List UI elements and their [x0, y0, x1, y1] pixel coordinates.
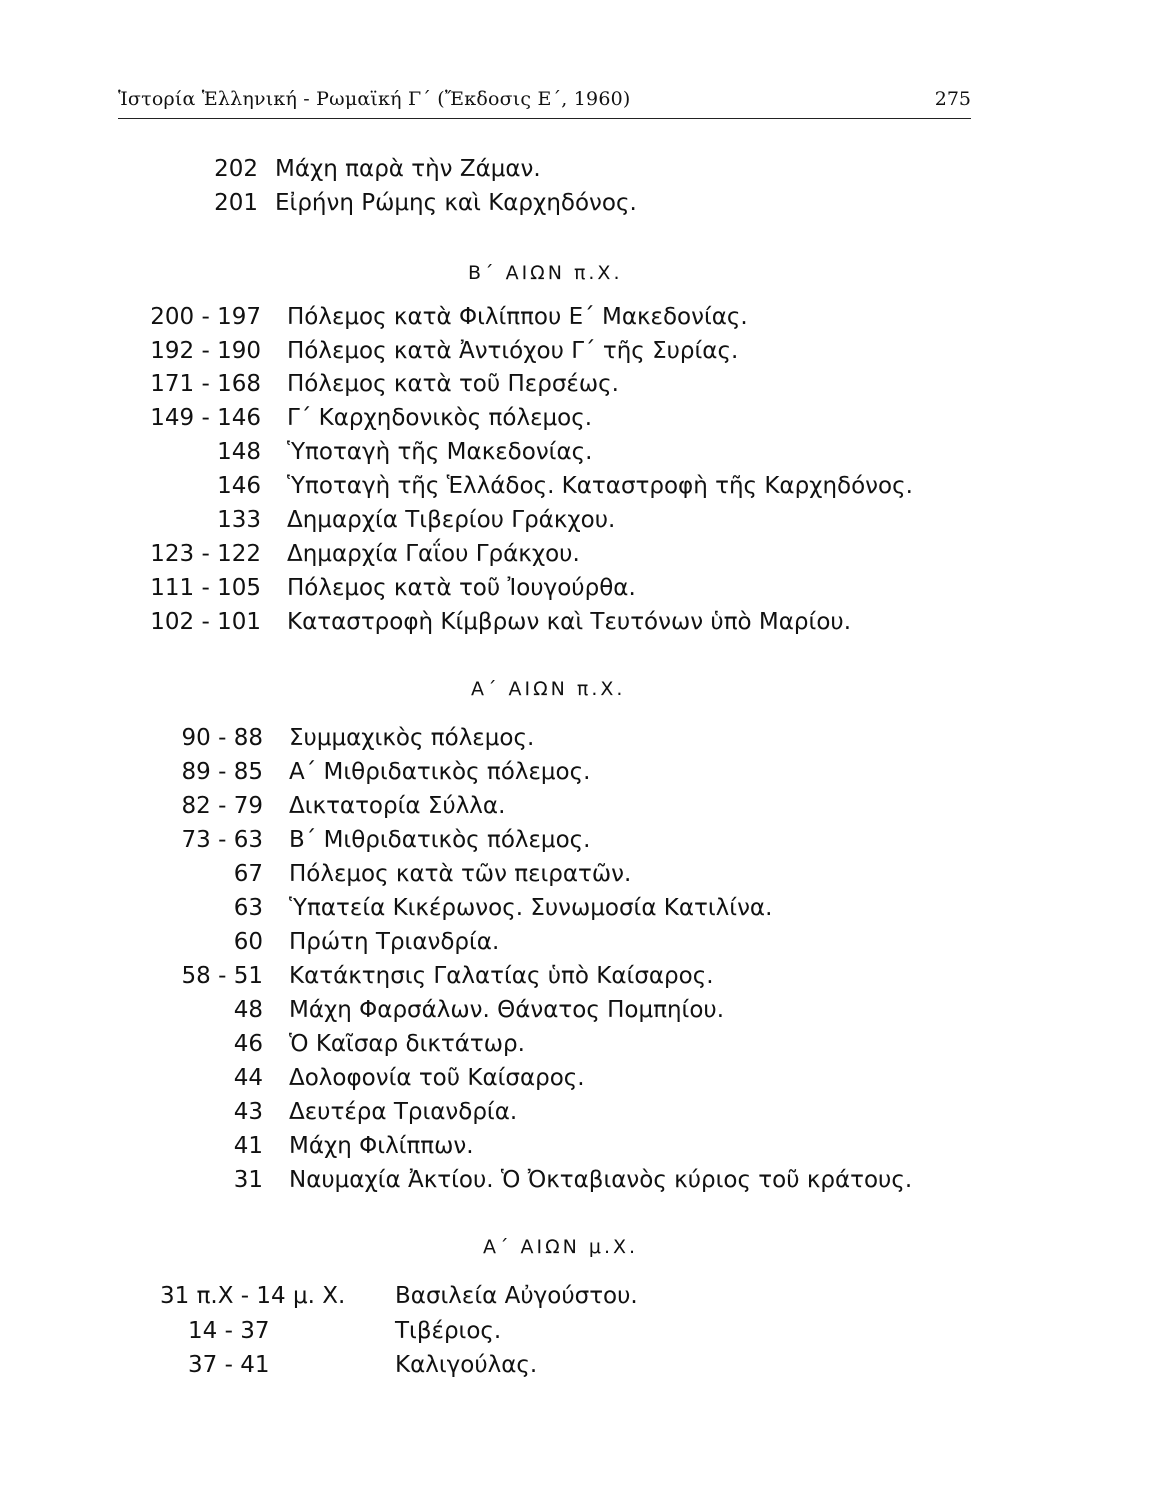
- table-row: [0, 189, 1153, 219]
- row-event: Πόλεμος κατὰ Ἀντιόχου Γ΄ τῆς Συρίας.: [287, 338, 739, 364]
- table-row: [0, 303, 1153, 333]
- table-row: [0, 1132, 1153, 1162]
- row-date: 14 - 37: [188, 1318, 270, 1344]
- table-row: [0, 574, 1153, 604]
- table-row: [0, 1098, 1153, 1128]
- row-date: 146: [217, 473, 261, 499]
- row-event: Δικτατορία Σύλλα.: [289, 793, 506, 819]
- row-date: 82 - 79: [181, 793, 263, 819]
- row-event: Β΄ Μιθριδατικὸς πόλεμος.: [289, 827, 591, 853]
- row-date: 111 - 105: [150, 575, 261, 601]
- section-heading: Α΄ ΑΙΩΝ μ.Χ.: [483, 1236, 639, 1258]
- row-event: Καλιγούλας.: [395, 1352, 538, 1378]
- row-event: Μάχη Φιλίππων.: [289, 1133, 474, 1159]
- row-date: 63: [233, 895, 263, 921]
- table-row: [0, 337, 1153, 367]
- row-date: 202: [214, 156, 258, 182]
- row-date: 102 - 101: [150, 609, 261, 635]
- table-row: [0, 860, 1153, 890]
- row-event: Συμμαχικὸς πόλεμος.: [289, 725, 535, 751]
- table-row: [0, 608, 1153, 638]
- row-event: Ὑποταγὴ τῆς Μακεδονίας.: [287, 439, 593, 465]
- row-date: 31: [233, 1167, 263, 1193]
- table-row: [0, 404, 1153, 434]
- row-date: 73 - 63: [181, 827, 263, 853]
- row-date: 90 - 88: [181, 725, 263, 751]
- table-row: [0, 894, 1153, 924]
- row-date: 67: [233, 861, 263, 887]
- row-event: Δολοφονία τοῦ Καίσαρος.: [289, 1065, 585, 1091]
- row-event: Τιβέριος.: [395, 1318, 502, 1344]
- row-date: 31 π.Χ - 14 μ. Χ.: [160, 1283, 346, 1309]
- section-heading: Α΄ ΑΙΩΝ π.Χ.: [471, 678, 626, 700]
- row-date: 37 - 41: [188, 1352, 270, 1378]
- row-event: Πρώτη Τριανδρία.: [289, 929, 500, 955]
- row-date: 148: [217, 439, 261, 465]
- header-title: Ἱστορία Ἑλληνική - Ρωμαϊκή Γ΄ (Ἔκδοσις Ε΄, 1960): [118, 88, 631, 110]
- row-event: Δημαρχία Γαΐου Γράκχου.: [287, 541, 580, 567]
- row-event: Πόλεμος κατὰ τοῦ Περσέως.: [287, 371, 619, 397]
- row-event: Μάχη Φαρσάλων. Θάνατος Πομπηίου.: [289, 997, 725, 1023]
- row-event: Ὁ Καῖσαρ δικτάτωρ.: [289, 1031, 525, 1057]
- row-date: 44: [233, 1065, 263, 1091]
- table-row: [0, 472, 1153, 502]
- row-date: 46: [233, 1031, 263, 1057]
- table-row: [0, 506, 1153, 536]
- row-event: Καταστροφὴ Κίμβρων καὶ Τευτόνων ὑπὸ Μαρίου.: [287, 609, 852, 635]
- row-event: Κατάκτησις Γαλατίας ὑπὸ Καίσαρος.: [289, 963, 714, 989]
- table-row: [0, 1166, 1153, 1196]
- row-event: Εἰρήνη Ρώμης καὶ Καρχηδόνος.: [275, 190, 637, 216]
- row-event: Βασιλεία Αὐγούστου.: [395, 1283, 638, 1309]
- table-row: [0, 758, 1153, 788]
- row-date: 123 - 122: [150, 541, 261, 567]
- row-date: 149 - 146: [150, 405, 261, 431]
- table-row: [0, 792, 1153, 822]
- table-row: [0, 155, 1153, 185]
- row-event: Πόλεμος κατὰ Φιλίππου Ε΄ Μακεδονίας.: [287, 304, 748, 330]
- table-row: [0, 540, 1153, 570]
- row-event: Μάχη παρὰ τὴν Ζάμαν.: [275, 156, 541, 182]
- row-date: 60: [233, 929, 263, 955]
- row-date: 171 - 168: [150, 371, 261, 397]
- table-row: [0, 962, 1153, 992]
- table-row: [0, 370, 1153, 400]
- row-event: Ὑπατεία Κικέρωνος. Συνωμοσία Κατιλίνα.: [289, 895, 773, 921]
- table-row: [0, 1317, 1153, 1347]
- section-heading: Β΄ ΑΙΩΝ π.Χ.: [468, 262, 623, 284]
- row-date: 58 - 51: [181, 963, 263, 989]
- table-row: [0, 1064, 1153, 1094]
- row-date: 192 - 190: [150, 338, 261, 364]
- row-event: Ὑποταγὴ τῆς Ἑλλάδος. Καταστροφὴ τῆς Καρχηδόνος.: [287, 473, 913, 499]
- table-row: [0, 724, 1153, 754]
- row-event: Πόλεμος κατὰ τοῦ Ἰουγούρθα.: [287, 575, 636, 601]
- row-date: 201: [214, 190, 258, 216]
- running-header: [118, 84, 971, 119]
- row-date: 41: [233, 1133, 263, 1159]
- row-event: Δημαρχία Τιβερίου Γράκχου.: [287, 507, 616, 533]
- table-row: [0, 1351, 1153, 1381]
- table-row: [0, 996, 1153, 1026]
- table-row: [0, 438, 1153, 468]
- table-row: [0, 928, 1153, 958]
- row-event: Α΄ Μιθριδατικὸς πόλεμος.: [289, 759, 591, 785]
- row-date: 133: [217, 507, 261, 533]
- row-event: Δευτέρα Τριανδρία.: [289, 1099, 518, 1125]
- row-event: Γ΄ Καρχηδονικὸς πόλεμος.: [287, 405, 593, 431]
- row-date: 43: [233, 1099, 263, 1125]
- table-row: [0, 826, 1153, 856]
- table-row: [0, 1282, 1153, 1312]
- row-date: 48: [233, 997, 263, 1023]
- row-event: Πόλεμος κατὰ τῶν πειρατῶν.: [289, 861, 632, 887]
- row-date: 200 - 197: [150, 304, 261, 330]
- row-date: 89 - 85: [181, 759, 263, 785]
- page-number: 275: [934, 88, 971, 110]
- row-event: Ναυμαχία Ἀκτίου. Ὁ Ὀκταβιανὸς κύριος τοῦ κράτους.: [289, 1167, 913, 1193]
- table-row: [0, 1030, 1153, 1060]
